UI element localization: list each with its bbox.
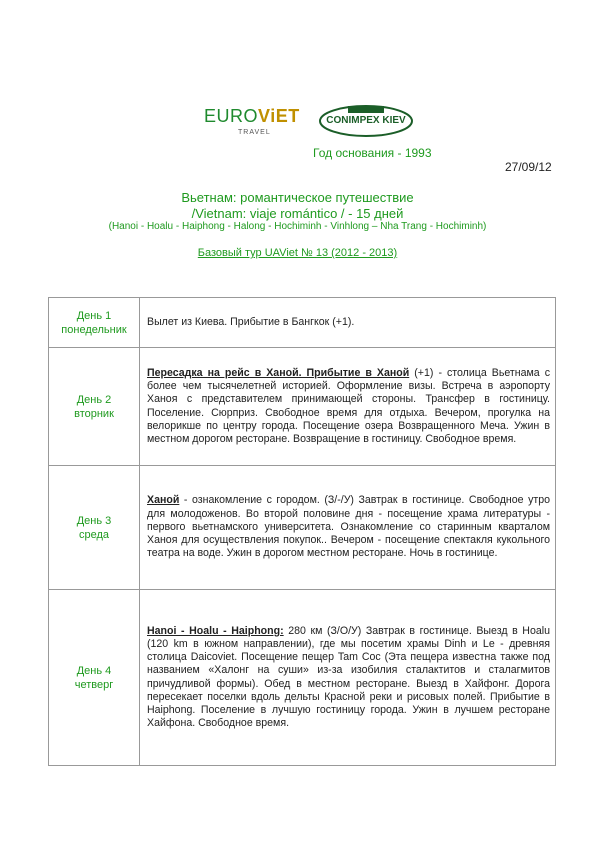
table-row (49, 348, 556, 466)
logo-viet-part: ViET (258, 106, 300, 126)
day-label: День 3 (76, 514, 112, 527)
day-description (140, 590, 556, 766)
document-date: 27/09/12 (505, 160, 552, 174)
day-description (140, 466, 556, 590)
day-text: (+1) - столица Вьетнама с более чем тысячелетней историей. Оформление визы. Встреча в аэропорту Ханоя с представителем принимающей стороны. Трансфер в гостиницу. Поселение. Сюрприз. Свободное время для отдыха. Вечером, прогулка на велорикше по центру города. Посещение озера Возвращенного Меча. Ужин в местном дорогом ресторане. Возвращение в гостиницу. Свободное время. (147, 366, 550, 445)
logo-conimpex (318, 104, 414, 138)
title-es: /Vietnam: viaje romántico / - 15 дней (191, 206, 404, 221)
weekday-label: среда (78, 528, 110, 541)
logo-travel-subtitle: TRAVEL (238, 129, 271, 136)
logo-euroviet (204, 106, 300, 127)
day-description: Вылет из Киева. Прибытие в Бангкок (+1). (140, 298, 556, 348)
day-cell (49, 348, 140, 466)
day-cell (49, 466, 140, 590)
title-ru: Вьетнам: романтическое путешествие (181, 190, 414, 205)
conimpex-name: CONIMPEX KIEV (326, 115, 406, 126)
itinerary-table (48, 297, 556, 766)
table-row (49, 298, 556, 348)
logo-euro-part: EURO (204, 106, 259, 126)
day-lead: Пересадка на рейс в Ханой. Прибытие в Ханой (147, 366, 410, 379)
day-cell (49, 590, 140, 766)
day-label: День 2 (76, 393, 112, 406)
weekday-label: четверг (74, 678, 114, 691)
day-text: 280 км (З/О/У) Завтрак в гостинице. Выезд в Hoalu (120 km в южном направлении), где мы посетим храмы Dinh и Le - древняя столица Daicoviet. Посещение пещер Tam Coc (Эта пещера известна также под названием «Халонг на суши» из-за изобилия сталактитов и сталагмитов причудливой формы). Обед в местном ресторане. Выезд в Хайфонг. Дорога пересекает поселки вдоль дельты Красной реки и рисовых полей. Прибытие в Haiphong. Поселение в лучшую гостиницу города. Ужин в лучшем ресторане Хайфона. Свободное время. (147, 624, 550, 730)
weekday-label: понедельник (61, 323, 127, 336)
day-cell (49, 298, 140, 348)
day-lead: Hanoi - Hoalu - Haiphong: (147, 624, 284, 637)
day-label: День 1 (76, 309, 112, 322)
tour-number: Базовый тур UAViet № 13 (2012 - 2013) (197, 247, 398, 259)
table-row (49, 466, 556, 590)
day-text: - ознакомление с городом. (З/-/У) Завтрак в гостинице. Свободное утро для молодоженов. Во второй половине дня - посещение храма литературы - первого вьетнамского университета. Ознакомление со старинным кварталом Ханоя для осуществления покупок.. Вечером - посещение спектакля кукольного театра на воде. Ужин в дорогом местном ресторане. Ночь в гостинице. (147, 494, 550, 560)
day-label: День 4 (76, 664, 112, 677)
weekday-label: вторник (74, 407, 114, 420)
day-lead: Ханой (147, 494, 180, 507)
table-row (49, 590, 556, 766)
route-line: (Hanoi - Hoalu - Haiphong - Halong - Hochiminh - Vinhlong – Nha Trang - Hochiminh) (108, 221, 487, 232)
founded-year: Год основания - 1993 (313, 146, 432, 160)
day-description (140, 348, 556, 466)
